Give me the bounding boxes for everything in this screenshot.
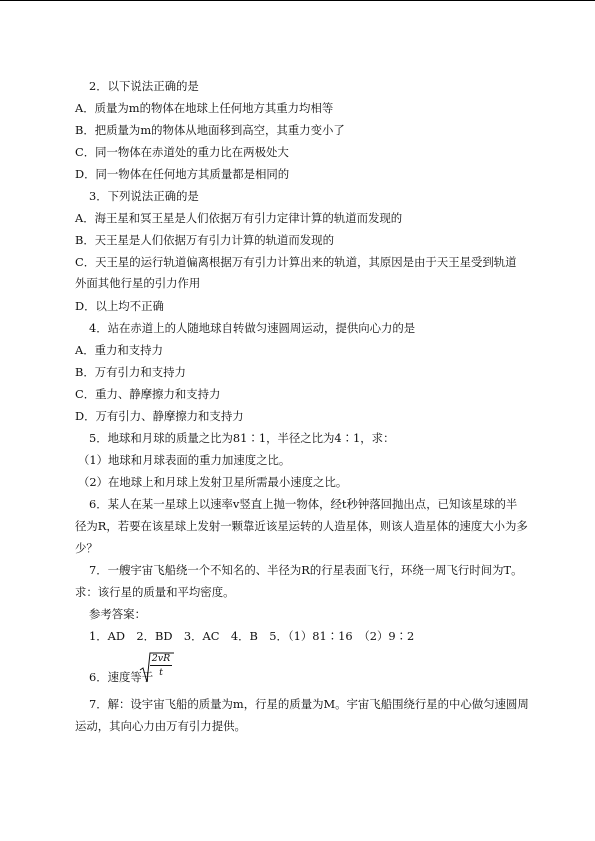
answer-7-cont: 运动，其向心力由万有引力提供。 [75,719,246,733]
option-3c-cont: 外面其他行星的引力作用 [75,276,201,290]
option-4c: C．重力、静摩擦力和支持力 [75,387,221,401]
question-7-cont: 求：该行星的质量和平均密度。 [75,585,235,599]
question-5-part2: （2）在地球上和月球上发射卫星所需最小速度之比。 [78,475,348,489]
sqrt-formula [140,652,174,684]
question-5: 5．地球和月球的质量之比为81∶1，半径之比为4∶1，求： [89,431,395,445]
question-6: 6．某人在某一星球上以速率v竖直上抛一物体，经t秒钟落回抛出点，已知该星球的半 [89,497,518,511]
option-2a: A．质量为m的物体在地球上任何地方其重力均相等 [75,101,334,115]
option-4a: A．重力和支持力 [75,343,163,357]
question-2: 2．以下说法正确的是 [89,79,199,93]
question-3: 3．下列说法正确的是 [89,189,199,203]
option-4b: B．万有引力和支持力 [75,365,186,379]
option-3d: D．以上均不正确 [75,299,164,313]
formula-numerator: 2vR [151,653,171,664]
top-rule [0,0,595,1]
fraction-bar [150,665,172,666]
answer-6: 6．速度等于 [89,670,154,684]
option-4d: D．万有引力、静摩擦力和支持力 [75,409,244,423]
answers-heading: 参考答案： [89,607,146,621]
option-3c: C．天王星的运行轨道偏离根据万有引力计算出来的轨道，其原因是由于天王星受到轨道 [75,255,517,269]
question-6-end: 少？ [75,541,98,555]
answer-7: 7．解：设宇宙飞船的质量为m，行星的质量为M。宇宙飞船围绕行星的中心做匀速圆周 [89,697,529,711]
option-2b: B．把质量为m的物体从地面移到高空，其重力变小了 [75,123,345,137]
option-2d: D．同一物体在任何地方其质量都是相同的 [75,167,290,181]
option-3b: B．天王星是人们依据万有引力计算的轨道而发现的 [75,233,334,247]
option-2c: C．同一物体在赤道处的重力比在两极处大 [75,145,289,159]
option-3a: A．海王星和冥王星是人们依据万有引力定律计算的轨道而发现的 [75,211,403,225]
question-6-cont: 径为R，若要在该星球上发射一颗靠近该星运转的人造星体，则该人造星体的速度大小为多 [75,519,528,533]
formula-denominator: t [159,667,163,678]
answers-1-5: 1．AD 2．BD 3．AC 4．B 5．（1）81∶16 （2）9∶2 [89,629,415,643]
question-4: 4．站在赤道上的人随地球自转做匀速圆周运动，提供向心力的是 [89,321,416,335]
question-7: 7．一艘宇宙飞船绕一个不知名的、半径为R的行星表面飞行，环绕一周飞行时间为T。 [89,563,523,577]
question-5-part1: （1）地球和月球表面的重力加速度之比。 [78,453,291,467]
